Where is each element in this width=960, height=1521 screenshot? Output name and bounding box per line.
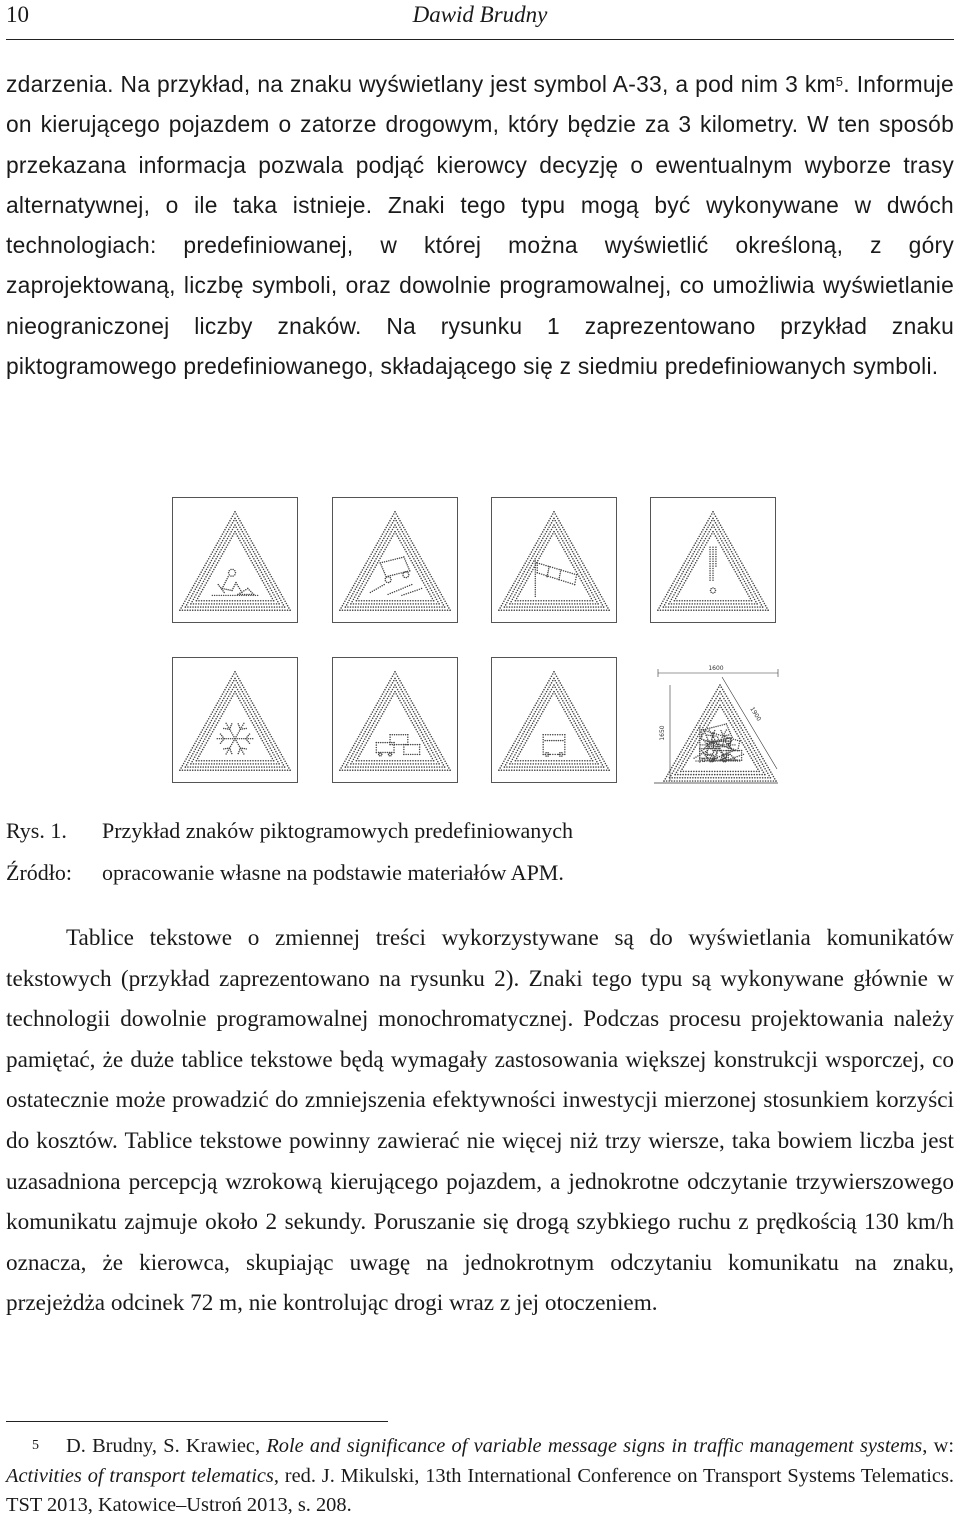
- footnote-rest: , red. J. Mikulski, 13th International Conference on Transport Systems Telematics. TST 2013, Katowice–Ustroń 2013, s. 208.: [6, 1464, 954, 1516]
- footnote-article-title: Role and significance of variable message signs in traffic management systems: [266, 1435, 923, 1457]
- sign-dots: [498, 671, 610, 771]
- header-rule: [6, 39, 954, 40]
- sign-congestion: [332, 657, 458, 783]
- page-header: [6, 0, 954, 40]
- slippery-road-icon: [333, 498, 457, 622]
- overlay-all-symbols-icon: [650, 657, 782, 792]
- sign-slippery-road: [332, 497, 458, 623]
- dimension-height: 1650: [659, 725, 666, 741]
- vehicle-icon: [492, 658, 616, 782]
- figure-source: [6, 860, 564, 886]
- figure-1: [172, 497, 782, 797]
- sign-dots: [657, 511, 769, 611]
- sign-dots: [339, 671, 451, 771]
- dimension-diagonal: 1900: [748, 705, 763, 723]
- caption-text: Przykład znaków piktogramowych predefiniowanych: [102, 818, 574, 843]
- exclamation-icon: [651, 498, 775, 622]
- source-label: Źródło:: [6, 860, 72, 885]
- sign-dimensioned-overlay: [650, 657, 782, 792]
- sign-exclamation: [650, 497, 776, 623]
- sign-snowflake: [172, 657, 298, 783]
- sign-dots: [339, 511, 451, 611]
- sign-dots: [179, 511, 291, 611]
- sign-vehicle: [491, 657, 617, 783]
- footnote-number: 5: [32, 1438, 39, 1453]
- page-number: 10: [6, 2, 29, 27]
- sign-roadworks: [172, 497, 298, 623]
- windsock-icon: [492, 498, 616, 622]
- congestion-icon: [333, 658, 457, 782]
- roadworks-icon: [173, 498, 297, 622]
- source-text: opracowanie własne na podstawie materiałów APM.: [102, 860, 564, 885]
- footnote-mid: , w:: [922, 1435, 954, 1457]
- caption-label: Rys. 1.: [6, 818, 67, 843]
- sign-dots: [663, 684, 777, 782]
- footnote-rule: [6, 1421, 388, 1422]
- figure-caption: [6, 818, 573, 844]
- footnote-5: [6, 1432, 954, 1521]
- paragraph-2-text: Tablice tekstowe o zmiennej treści wykorzystywane są do wyświetlania komunikatów tekstowych (przykład zaprezentowano na rysunku 2). Znaki tego typu są wykonywane głównie w technologii dowolnie programowalnej monochromatycznej. Podczas procesu projektowania należy pamiętać, że duże tablice tekstowe będą wymagały zastosowania większej konstrukcji wsporczej, co ostatecznie może prowadzić do zmniejszenia efektywności inwestycji mierzonej stosunkiem korzyści do kosztów. Tablice tekstowe powinny zawierać nie więcej niż trzy wiersze, taka bowiem liczba jest uzasadniona percepcją wzrokową kierującego pojazdem, a jednokrotne odczytanie trzywierszowego komunikatu zajmuje około 2 sekundy. Poruszanie się drogą szybkiego ruchu z prędkością 130 km/h oznacza, że kierowca, skupiając uwagę na jednokrotnym odczytaniu komunikatu na znaku, przejeżdża odcinek 72 m, nie kontrolując drogi wraz z jej otoczeniem.: [6, 925, 954, 1317]
- body-paragraph-1: [6, 64, 954, 386]
- running-head: Dawid Brudny: [412, 2, 548, 27]
- sign-dots: [498, 511, 610, 611]
- paragraph-1-text-a: zdarzenia. Na przykład, na znaku wyświetlany jest symbol A-33, a pod nim 3 km: [6, 71, 836, 97]
- paragraph-1-text-b: . Informuje on kierującego pojazdem o zatorze drogowym, który będzie za 3 kilometry. W ten sposób przekazana informacja pozwala podjąć kierowcy decyzję o ewentualnym wyborze trasy alternatywnej, o ile taka istnieje. Znaki tego typu mogą być wykonywane w dwóch technologiach: predefiniowanej, w której można wyświetlić określoną, z góry zaprojektowaną, liczbę symboli, oraz dowolnie programowalnej, co umożliwia wyświetlanie nieograniczonej liczby znaków. Na rysunku 1 zaprezentowano przykład znaku piktogramowego predefiniowanego, składającego się z siedmiu predefiniowanych symboli.: [6, 71, 954, 380]
- footnote-authors: D. Brudny, S. Krawiec,: [66, 1435, 267, 1457]
- dimension-width: 1600: [708, 665, 724, 672]
- footnote-book-title: Activities of transport telematics: [6, 1464, 274, 1487]
- snowflake-icon: [173, 658, 297, 782]
- footnote-reference[interactable]: 5: [835, 74, 844, 89]
- body-paragraph-2: [6, 918, 954, 1324]
- sign-windsock: [491, 497, 617, 623]
- sign-dots: [179, 671, 291, 771]
